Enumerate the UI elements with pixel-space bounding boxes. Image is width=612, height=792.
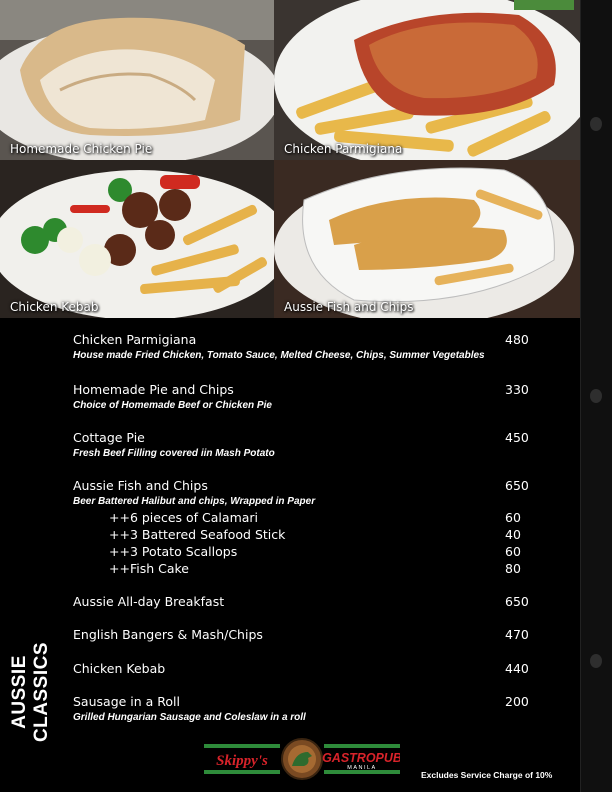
addon-name: ++6 pieces of Calamari [109,510,259,525]
menu-item-chicken-parmigiana [73,332,533,361]
addon-potato-scallops [109,544,539,559]
binder-hole [590,117,602,131]
logo-graphic [204,738,400,780]
menu-item-price: 480 [505,332,529,347]
service-charge-note: Excludes Service Charge of 10% [421,770,553,780]
photo-caption: Homemade Chicken Pie [10,142,153,156]
menu-item-name: Sausage in a Roll [73,694,181,709]
menu-item-sausage-roll [73,694,533,723]
menu-item-desc: Grilled Hungarian Sausage and Coleslaw in a roll [73,712,306,723]
menu-item-bangers-mash [73,627,533,642]
addon-calamari [109,510,539,525]
menu-item-price: 450 [505,430,529,445]
addon-name: ++Fish Cake [109,561,189,576]
menu-item-price: 330 [505,382,529,397]
menu-item-name: Aussie Fish and Chips [73,478,208,493]
addon-fish-cake [109,561,539,576]
skippys-gastropub-logo [204,738,400,780]
menu-item-all-day-breakfast [73,594,533,609]
photo-chicken-parmigiana [274,0,580,160]
binder-hole [590,389,602,403]
addon-name: ++3 Potato Scallops [109,544,238,559]
menu-item-desc: Fresh Beef Filling covered iin Mash Potato [73,448,275,459]
menu-item-name: Chicken Parmigiana [73,332,197,347]
photo-caption: Aussie Fish and Chips [284,300,414,314]
addon-name: ++3 Battered Seafood Stick [109,527,286,542]
logo-right-text: GASTROPUB [322,751,400,765]
menu-item-homemade-pie [73,382,533,411]
menu-item-price: 650 [505,594,529,609]
section-title: AUSSIE CLASSICS [9,641,52,743]
menu-item-name: English Bangers & Mash/Chips [73,627,263,642]
menu-item-name: Aussie All-day Breakfast [73,594,225,609]
chicken-parmigiana-image [274,0,580,160]
addon-price: 60 [505,544,521,559]
menu-item-desc: House made Fried Chicken, Tomato Sauce, Melted Cheese, Chips, Summer Vegetables [73,350,485,361]
menu-item-price: 200 [505,694,529,709]
menu-item-desc: Beer Battered Halibut and chips, Wrapped in Paper [73,496,316,507]
logo-sub-text: MANILA [347,765,377,771]
menu-item-name: Cottage Pie [73,430,145,445]
menu-item-name: Chicken Kebab [73,661,166,676]
photo-homemade-chicken-pie [0,0,274,160]
menu-item-price: 650 [505,478,529,493]
photo-chicken-kebab [0,160,274,318]
chicken-pie-image [0,0,274,160]
menu-item-price: 470 [505,627,529,642]
photo-caption: Chicken Parmigiana [284,142,403,156]
fish-and-chips-image [274,160,580,318]
menu-item-desc: Choice of Homemade Beef or Chicken Pie [73,400,272,411]
menu-item-name: Homemade Pie and Chips [73,382,234,397]
binder-hole [590,654,602,668]
addon-seafood-stick [109,527,539,542]
chicken-kebab-image [0,160,274,318]
menu-item-chicken-kebab [73,661,533,676]
addon-price: 80 [505,561,521,576]
menu-item-aussie-fish-and-chips [73,478,533,507]
photo-caption: Chicken Kebab [10,300,99,314]
menu-item-cottage-pie [73,430,533,459]
logo-left-text: Skippy's [216,753,268,769]
addon-price: 40 [505,527,521,542]
addon-price: 60 [505,510,521,525]
menu-item-price: 440 [505,661,529,676]
photo-aussie-fish-and-chips [274,160,580,318]
